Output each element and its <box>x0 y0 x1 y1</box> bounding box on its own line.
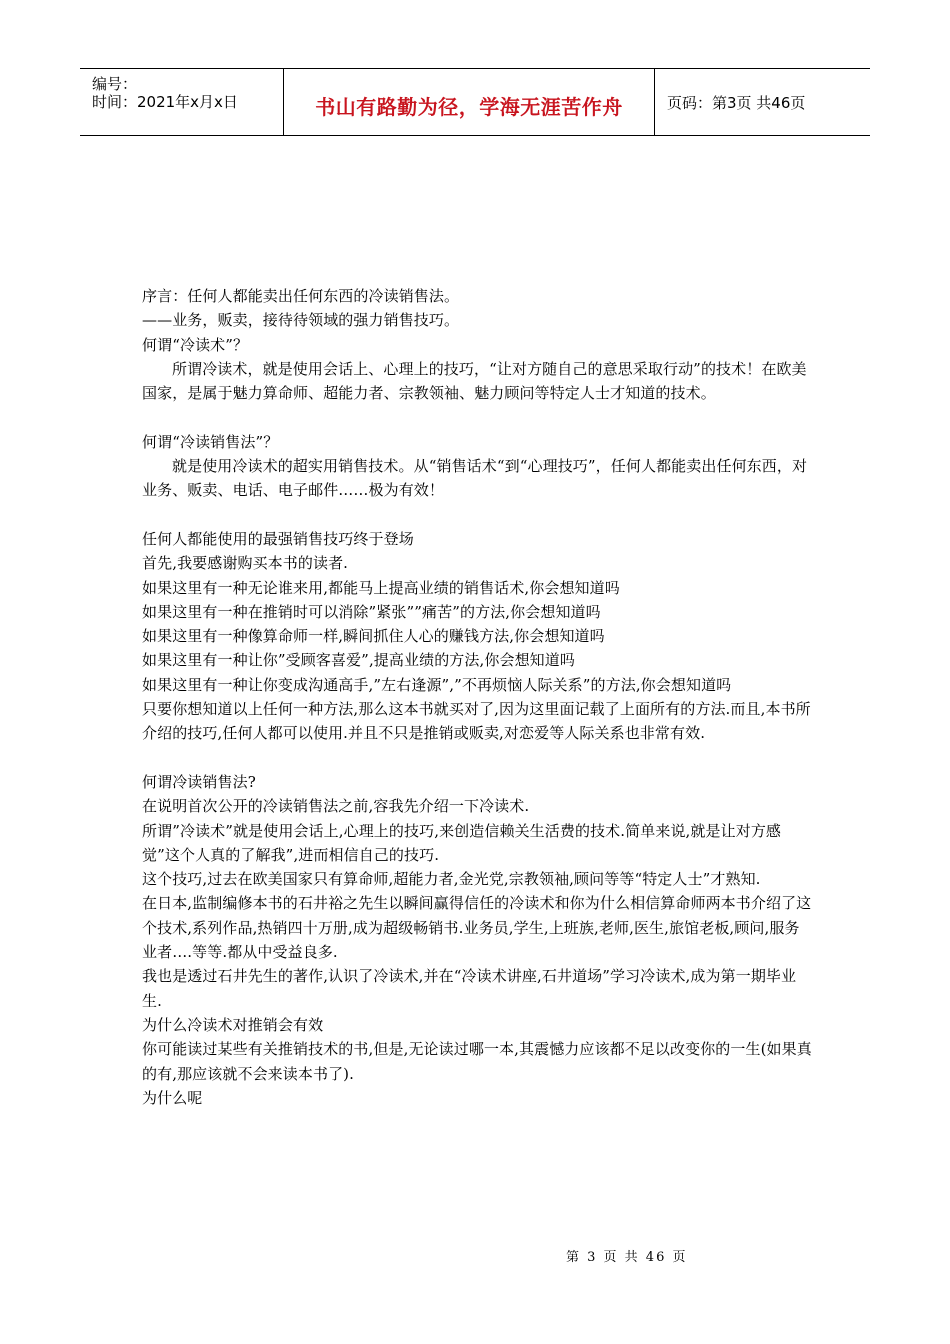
section-heading: 何谓“冷读术”？ <box>142 335 249 354</box>
paragraph: 你可能读过某些有关推销技术的书,但是,无论读过哪一本,其震憾力应该都不足以改变你的一生(如果真的有,那应该就不会来读本书了). <box>142 1040 812 1083</box>
paragraph: 首先,我要感谢购买本书的读者. <box>142 554 349 573</box>
paragraph: 这个技巧,过去在欧美国家只有算命师,超能力者,金光党,宗教领袖,顾问等等“特定人士”才熟知. <box>142 870 761 889</box>
paragraph: 如果这里有一种让你变成沟通高手,”左右逢源”,”不再烦恼人际关系”的方法,你会想知道吗 <box>142 675 732 694</box>
header-page-number: 页码：第3页 共46页 <box>667 93 806 112</box>
paragraph: 如果这里有一种无论谁来用,都能马上提高业绩的销售话术,你会想知道吗 <box>142 578 620 597</box>
document-body <box>142 284 814 1110</box>
blank-line <box>142 503 814 527</box>
blank-line <box>142 405 814 429</box>
paragraph: 所谓”冷读术”就是使用会话上,心理上的技巧,来创造信赖关生活费的技术.简单来说,就是让对方感觉”这个人真的了解我”,进而相信自己的技巧. <box>142 821 782 864</box>
header-motto-cell <box>283 69 655 135</box>
document-number-label: 编号： <box>92 75 138 93</box>
paragraph: 序言：任何人都能卖出任何东西的冷读销售法。 <box>142 287 460 305</box>
blank-line <box>142 746 814 770</box>
paragraph: 所谓冷读术，就是使用会话上、心理上的技巧，“让对方随自己的意思采取行动”的技术！在欧美国家，是属于魅力算命师、超能力者、宗教领袖、魅力顾问等特定人士才知道的技术。 <box>142 359 807 403</box>
header-info-cell <box>80 69 283 135</box>
section-heading: 何谓冷读销售法? <box>142 772 256 791</box>
page-header <box>80 68 870 136</box>
paragraph: 只要你想知道以上任何一种方法,那么这本书就买对了,因为这里面记载了上面所有的方法.而且,本书所介绍的技巧,任何人都可以使用.并且不只是推销或贩卖,对恋爱等人际关系也非常有效. <box>142 700 811 743</box>
paragraph: 在日本,监制编修本书的石井裕之先生以瞬间赢得信任的冷读术和你为什么相信算命师两本书介绍了这个技术,系列作品,热销四十万册,成为超级畅销书.业务员,学生,上班族,老师,医生,旅馆老板,顾问,服务业者….等等.都从中受益良多. <box>142 894 812 962</box>
document-time-label: 时间：2021年x月x日 <box>92 93 238 111</box>
paragraph: 就是使用冷读术的超实用销售技术。从“销售话术“到“心理技巧”，任何人都能卖出任何东西，对业务、贩卖、电话、电子邮件……极为有效！ <box>142 457 808 500</box>
paragraph: 在说明首次公开的冷读销售法之前,容我先介绍一下冷读术. <box>142 797 530 816</box>
section-heading: 何谓“冷读销售法”？ <box>142 432 279 451</box>
paragraph: 如果这里有一种在推销时可以消除”紧张””痛苦”的方法,你会想知道吗 <box>142 602 601 621</box>
paragraph: 如果这里有一种像算命师一样,瞬间抓住人心的赚钱方法,你会想知道吗 <box>142 627 605 646</box>
page-footer: 第 3 页 共 46 页 <box>566 1250 688 1265</box>
paragraph: 为什么呢 <box>142 1088 203 1107</box>
paragraph: 如果这里有一种让你”受顾客喜爱”,提高业绩的方法,你会想知道吗 <box>142 651 575 670</box>
paragraph: 我也是透过石井先生的著作,认识了冷读术,并在“冷读术讲座,石井道场”学习冷读术,成为第一期毕业生. <box>142 967 797 1010</box>
header-motto: 书山有路勤为径，学海无涯苦作舟 <box>315 94 623 119</box>
section-heading: 任何人都能使用的最强销售技巧终于登场 <box>142 529 414 548</box>
paragraph: ——业务，贩卖，接待待领域的强力销售技巧。 <box>142 311 460 330</box>
header-page-cell <box>655 69 870 135</box>
section-heading: 为什么冷读术对推销会有效 <box>142 1015 324 1034</box>
